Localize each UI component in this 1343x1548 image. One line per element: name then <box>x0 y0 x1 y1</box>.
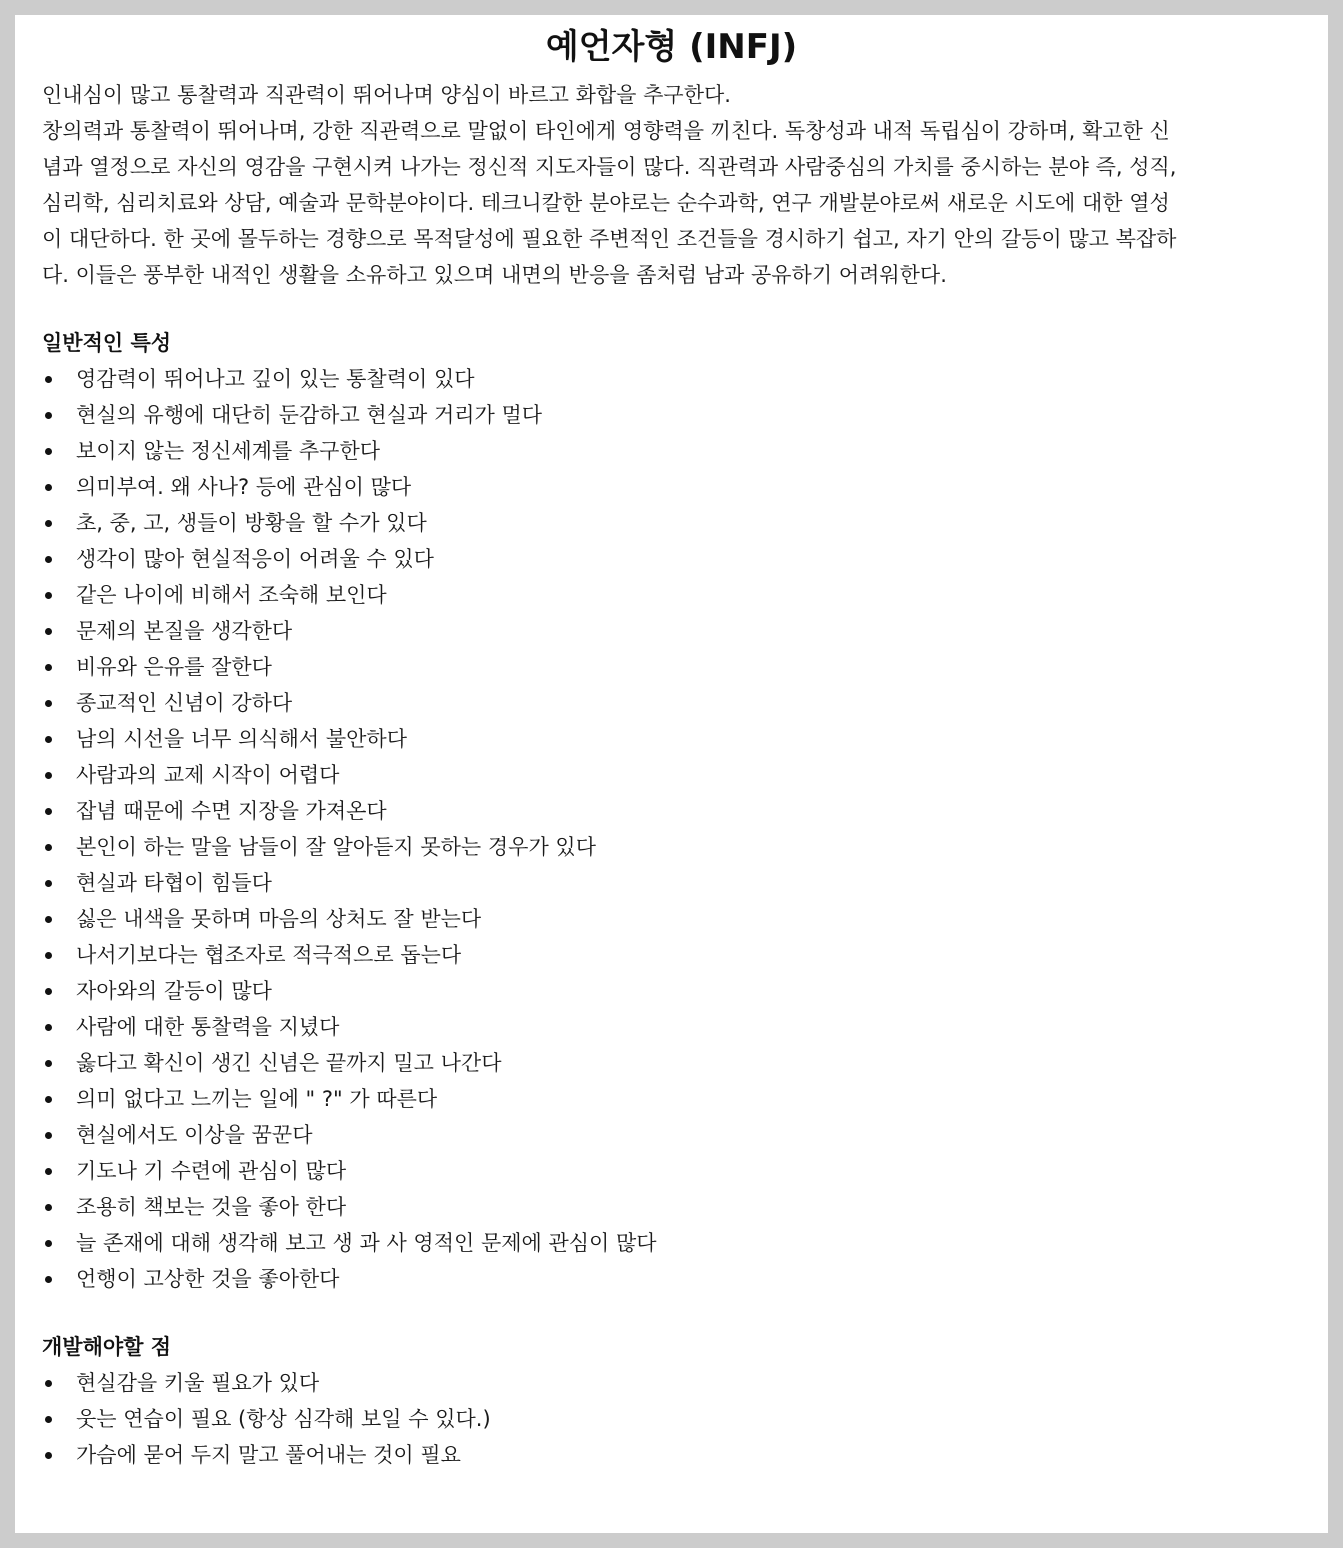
list-item-text: 현실에서도 이상을 꿈꾼다 <box>76 1123 313 1147</box>
bullet-icon <box>45 1204 52 1211</box>
bullet-icon <box>45 1276 52 1283</box>
list-item-text: 문제의 본질을 생각한다 <box>76 619 293 643</box>
list-item <box>42 685 1328 721</box>
bullet-icon <box>45 1168 52 1175</box>
list-item <box>42 1153 1328 1189</box>
list-item-text: 종교적인 신념이 강하다 <box>76 691 293 715</box>
intro-paragraph: 창의력과 통찰력이 뛰어나며, 강한 직관력으로 말없이 타인에게 영향력을 끼친다. 독창성과 내적 독립심이 강하며, 확고한 신념과 열정으로 자신의 영감을 구현시켜 나가는 정신적 지도자들이 많다. 직관력과 사람중심의 가치를 중시하는 분야 즉, 성직, 심리학, 심리치료와 상담, 예술과 문학분야이다. 테크니칼한 분야로는 순수과학, 연구 개발분야로써 새로운 시도에 대한 열성이 대단하다. 한 곳에 몰두하는 경향으로 목적달성에 필요한 주변적인 조건들을 경시하기 쉽고, 자기 안의 갈등이 많고 복잡하다. 이들은 풍부한 내적인 생활을 소유하고 있으며 내면의 반응을 좀처럼 남과 공유하기 어려워한다. <box>42 119 1177 287</box>
list-item-text: 같은 나이에 비해서 조숙해 보인다 <box>76 583 387 607</box>
list-item <box>42 361 1328 397</box>
bullet-icon <box>45 1132 52 1139</box>
list-item <box>42 1117 1328 1153</box>
bullet-icon <box>45 628 52 635</box>
list-item <box>42 865 1328 901</box>
bullet-icon <box>45 844 52 851</box>
intro-line: 인내심이 많고 통찰력과 직관력이 뛰어나며 양심이 바르고 화합을 추구한다. <box>42 83 731 107</box>
bullet-icon <box>45 484 52 491</box>
bullet-icon <box>45 1452 52 1459</box>
list-item <box>42 1225 1328 1261</box>
list-item-text: 웃는 연습이 필요 (항상 심각해 보일 수 있다.) <box>76 1407 491 1431</box>
list-item-text: 현실과 타협이 힘들다 <box>76 871 272 895</box>
list-item-text: 본인이 하는 말을 남들이 잘 알아듣지 못하는 경우가 있다 <box>76 835 596 859</box>
list-item-text: 옳다고 확신이 생긴 신념은 끝까지 밀고 나간다 <box>76 1051 502 1075</box>
bullet-icon <box>45 376 52 383</box>
bullet-icon <box>45 592 52 599</box>
list-item-text: 기도나 기 수련에 관심이 많다 <box>76 1159 347 1183</box>
development-points-heading: 개발해야할 점 <box>42 1335 172 1359</box>
bullet-icon <box>45 916 52 923</box>
list-item <box>42 1045 1328 1081</box>
bullet-icon <box>45 952 52 959</box>
general-traits-heading: 일반적인 특성 <box>42 331 172 355</box>
list-item <box>42 973 1328 1009</box>
bullet-icon <box>45 1060 52 1067</box>
bullet-icon <box>45 1380 52 1387</box>
list-item <box>42 793 1328 829</box>
bullet-icon <box>45 520 52 527</box>
list-item <box>42 1189 1328 1225</box>
bullet-icon <box>45 736 52 743</box>
list-item <box>42 937 1328 973</box>
list-item-text: 조용히 책보는 것을 좋아 한다 <box>76 1195 347 1219</box>
bullet-icon <box>45 880 52 887</box>
list-item <box>42 469 1328 505</box>
list-item <box>42 1401 1328 1437</box>
list-item-text: 보이지 않는 정신세계를 추구한다 <box>76 439 381 463</box>
bullet-icon <box>45 448 52 455</box>
bullet-icon <box>45 556 52 563</box>
development-points-list <box>15 1365 1328 1473</box>
list-item-text: 현실의 유행에 대단히 둔감하고 현실과 거리가 멀다 <box>76 403 543 427</box>
list-item-text: 가슴에 묻어 두지 말고 풀어내는 것이 필요 <box>76 1443 461 1467</box>
list-item <box>42 1365 1328 1401</box>
list-item <box>42 901 1328 937</box>
list-item-text: 자아와의 갈등이 많다 <box>76 979 272 1003</box>
list-item-text: 의미 없다고 느끼는 일에 " ?" 가 따른다 <box>76 1087 438 1111</box>
general-traits-list <box>15 361 1328 1297</box>
list-item <box>42 649 1328 685</box>
list-item <box>42 1009 1328 1045</box>
list-item <box>42 829 1328 865</box>
list-item-text: 나서기보다는 협조자로 적극적으로 돕는다 <box>76 943 462 967</box>
list-item <box>42 1261 1328 1297</box>
list-item <box>42 397 1328 433</box>
bullet-icon <box>45 772 52 779</box>
list-item-text: 잡념 때문에 수면 지장을 가져온다 <box>76 799 387 823</box>
list-item-text: 늘 존재에 대해 생각해 보고 생 과 사 영적인 문제에 관심이 많다 <box>76 1231 657 1255</box>
bullet-icon <box>45 664 52 671</box>
list-item <box>42 613 1328 649</box>
list-item <box>42 1437 1328 1473</box>
page-title: 예언자형 (INFJ) <box>545 27 798 67</box>
list-item-text: 현실감을 키울 필요가 있다 <box>76 1371 320 1395</box>
bullet-icon <box>45 1416 52 1423</box>
list-item <box>42 541 1328 577</box>
list-item-text: 싫은 내색을 못하며 마음의 상처도 잘 받는다 <box>76 907 482 931</box>
bullet-icon <box>45 808 52 815</box>
list-item-text: 생각이 많아 현실적응이 어려울 수 있다 <box>76 547 434 571</box>
list-item-text: 비유와 은유를 잘한다 <box>76 655 272 679</box>
list-item <box>42 1081 1328 1117</box>
bullet-icon <box>45 988 52 995</box>
list-item <box>42 577 1328 613</box>
intro-section <box>42 77 1187 293</box>
bullet-icon <box>45 1240 52 1247</box>
list-item <box>42 757 1328 793</box>
bullet-icon <box>45 700 52 707</box>
list-item <box>42 505 1328 541</box>
list-item-text: 영감력이 뛰어나고 깊이 있는 통찰력이 있다 <box>76 367 475 391</box>
list-item-text: 사람에 대한 통찰력을 지녔다 <box>76 1015 340 1039</box>
list-item-text: 남의 시선을 너무 의식해서 불안하다 <box>76 727 407 751</box>
list-item <box>42 433 1328 469</box>
bullet-icon <box>45 1024 52 1031</box>
bullet-icon <box>45 412 52 419</box>
list-item-text: 초, 중, 고, 생들이 방황을 할 수가 있다 <box>76 511 427 535</box>
list-item <box>42 721 1328 757</box>
list-item-text: 의미부여. 왜 사나? 등에 관심이 많다 <box>76 475 412 499</box>
document-page <box>15 15 1328 1533</box>
list-item-text: 언행이 고상한 것을 좋아한다 <box>76 1267 340 1291</box>
bullet-icon <box>45 1096 52 1103</box>
list-item-text: 사람과의 교제 시작이 어렵다 <box>76 763 340 787</box>
